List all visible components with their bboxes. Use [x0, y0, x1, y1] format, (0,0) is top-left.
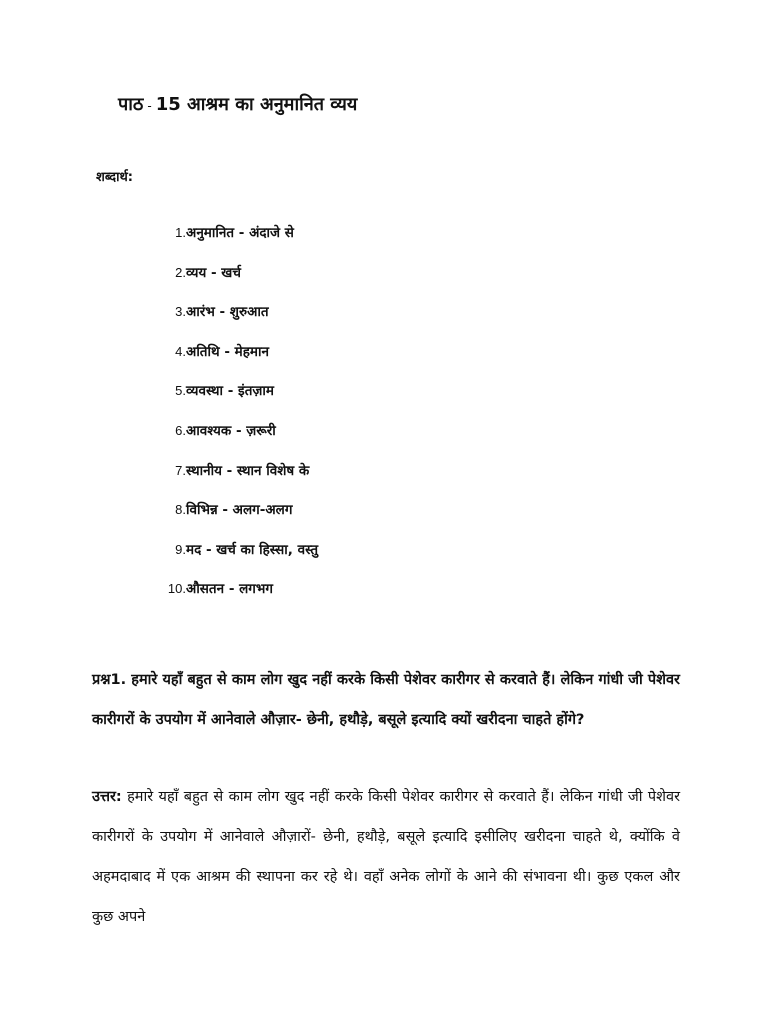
glossary-item-number: 7.	[175, 462, 186, 478]
glossary-item-text: व्यय - खर्च	[186, 264, 241, 281]
glossary-item-number: 9.	[175, 541, 186, 557]
glossary-item	[160, 380, 318, 420]
glossary-item-text: औसतन - लगभग	[186, 581, 273, 598]
question-text: प्रश्न1. हमारे यहाँ बहुत से काम लोग खुद नहीं करके किसी पेशेवर कारीगर से करवाते हैं। लेकिन गांधी जी पेशेवर कारीगरों के उपयोग में आनेवाले औज़ार- छेनी, हथौड़े, बसूले इत्यादि क्यों खरीदना चाहते होंगे?	[92, 671, 680, 728]
lesson-title	[118, 92, 357, 116]
glossary-item-text: अनुमानित - अंदाजे से	[186, 225, 294, 241]
glossary-item	[160, 460, 318, 500]
answer-text: हमारे यहाँ बहुत से काम लोग खुद नहीं करके किसी पेशेवर कारीगर से करवाते हैं। लेकिन गांधी जी पेशेवर कारीगरों के उपयोग में आनेवाले औज़ारों- छेनी, हथौड़े, बसूले इत्यादि इसीलिए खरीदना चाहते थे, क्योंकि वे अहमदाबाद में एक आश्रम की स्थापना कर रहे थे। वहाँ अनेक लोगों के आने की संभावना थी। कुछ एकल और कुछ अपने	[92, 788, 680, 925]
lesson-dash: -	[147, 99, 152, 113]
glossary-heading: शब्दार्थ:	[96, 170, 133, 185]
glossary-item-number: 3.	[175, 304, 186, 320]
glossary-item-text: अतिथि - मेहमान	[186, 343, 269, 360]
glossary-item-number: 1.	[175, 225, 186, 240]
glossary-item-number: 4.	[175, 343, 186, 359]
glossary-item-number: 6.	[175, 422, 186, 438]
glossary-item	[160, 420, 318, 460]
glossary-item-text: स्थानीय - स्थान विशेष के	[186, 462, 310, 479]
glossary-item	[160, 301, 318, 341]
lesson-prefix: पाठ	[118, 94, 144, 115]
glossary-item-text: आरंभ - शुरुआत	[186, 304, 269, 321]
glossary-item-number: 8.	[175, 502, 186, 518]
answer-label: उत्तर:	[92, 788, 122, 805]
answer-paragraph	[92, 777, 680, 937]
glossary-item-text: मद - खर्च का हिस्सा, वस्तु	[186, 541, 319, 558]
glossary-list	[160, 222, 318, 618]
lesson-title-text: 15 आश्रम का अनुमानित व्यय	[155, 94, 358, 115]
glossary-item-number: 10.	[167, 581, 186, 597]
glossary-item-number: 5.	[175, 383, 186, 399]
glossary-item	[160, 341, 318, 381]
glossary-item	[160, 578, 318, 618]
glossary-item	[160, 222, 318, 262]
glossary-item	[160, 262, 318, 302]
glossary-item	[160, 539, 318, 579]
glossary-item	[160, 499, 318, 539]
glossary-item-text: व्यवस्था - इंतज़ाम	[186, 383, 274, 400]
glossary-item-text: आवश्यक - ज़रूरी	[186, 422, 276, 439]
glossary-item-number: 2.	[175, 264, 186, 280]
glossary-item-text: विभिन्न - अलग-अलग	[186, 502, 293, 519]
